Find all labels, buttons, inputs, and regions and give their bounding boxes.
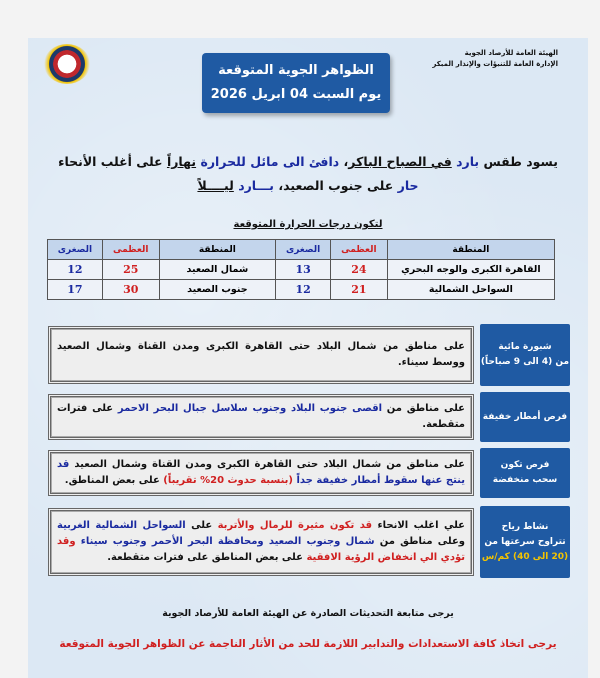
- phenomenon-description: [57, 401, 465, 433]
- table-row: [48, 260, 555, 280]
- org-department: الإدارة العامة للتنبؤات والإنذار المبكر: [432, 60, 558, 68]
- text-segment: حار: [397, 178, 419, 193]
- text-segment: على: [185, 520, 218, 531]
- label-line: فرص أمطار خفيفة: [482, 411, 568, 422]
- label-line: من (4 الى 9 صباحاً): [480, 357, 570, 367]
- temperature-table: [47, 239, 555, 300]
- text-segment: على مناطق من: [382, 403, 465, 414]
- max-temp-cell: 21: [331, 280, 388, 300]
- min-temp-cell: 17: [48, 280, 103, 300]
- header-region: المنطقة: [387, 240, 554, 260]
- weather-summary: [28, 150, 588, 198]
- header-max: العظمى: [331, 240, 388, 260]
- phenomenon-text: [48, 508, 474, 576]
- header-min: الصغرى: [48, 240, 103, 260]
- text-segment: شمال وجنوب الصعيد ومحافظة البحر الأحمر وجنوب سيناء: [80, 536, 375, 547]
- region-cell: السواحل الشمالية: [387, 280, 554, 300]
- region-cell: شمال الصعيد: [159, 260, 276, 280]
- text-segment: على فترات متقطعة.: [57, 403, 465, 430]
- text-segment: ،: [339, 154, 349, 169]
- phenomenon-label: [480, 506, 570, 578]
- text-segment: وعلى مناطق من: [374, 536, 466, 547]
- text-segment: دافئ الى مائل للحرارة: [200, 154, 340, 169]
- text-segment: علي اغلب الانحاء: [372, 520, 466, 531]
- phenomenon-description: [57, 339, 465, 371]
- phenomenon-label: [480, 324, 570, 386]
- text-segment: نهاراً: [166, 154, 197, 169]
- text-segment: على أغلب الأنحاء: [58, 154, 167, 169]
- min-temp-cell: 13: [276, 260, 331, 280]
- text-segment: على بعض المناطق.: [64, 475, 164, 486]
- bulletin-date: يوم السبت 04 ابريل 2026: [210, 87, 382, 102]
- bulletin-title: الظواهر الجوية المتوقعة: [218, 63, 374, 78]
- phenomenon-label: [480, 392, 570, 442]
- label-line: نشاط رياح: [501, 521, 549, 532]
- label-line: شبورة مائية: [498, 342, 552, 352]
- text-segment: قد تكون مثيرة للرمال والأتربة: [217, 520, 373, 531]
- min-temp-cell: 12: [276, 280, 331, 300]
- phenomenon-winds: [38, 506, 570, 578]
- max-temp-cell: 25: [102, 260, 159, 280]
- label-line: فرص تكون: [500, 460, 550, 470]
- text-segment: ليــــلاً: [197, 178, 234, 193]
- organization-header: [432, 48, 558, 70]
- summary-line: [28, 174, 588, 198]
- text-segment: على مناطق من شمال البلاد حتى القاهرة الكبرى ومدن القناة وشمال الصعيد: [69, 459, 465, 470]
- weather-bulletin: [28, 38, 588, 678]
- text-segment: بـــارد: [238, 178, 275, 193]
- text-segment: قد ينتج عنها سقوط أمطار خفيفة جداً: [57, 459, 465, 486]
- table-row: [48, 280, 555, 300]
- phenomenon-rain: [38, 392, 570, 442]
- text-segment: على بعض المناطق على فترات متقطعة.: [107, 552, 307, 563]
- text-segment: بارد: [456, 154, 480, 169]
- region-cell: جنوب الصعيد: [159, 280, 276, 300]
- bulletin-title-box: [202, 53, 390, 113]
- phenomenon-low-clouds: [38, 448, 570, 498]
- phenomenon-label: [480, 448, 570, 498]
- phenomenon-fog: [38, 324, 570, 386]
- text-segment: وقد تؤدي الي انخفاض الرؤية الافقية: [57, 536, 465, 563]
- phenomenon-text: [48, 394, 474, 440]
- phenomenon-text: [48, 450, 474, 496]
- label-line: (20 الى 40) كم/س: [481, 551, 569, 562]
- footer-precautions-note: يرجى اتخاذ كافة الاستعدادات والتدابير اللازمة للحد من الأثار الناجمة عن الظواهر الجوية المتوقعة: [59, 638, 557, 650]
- table-header-row: [48, 240, 555, 260]
- label-line: سحب منخفضة: [492, 475, 558, 485]
- header-max: العظمى: [102, 240, 159, 260]
- phenomenon-description: [57, 518, 465, 566]
- phenomenon-description: [57, 457, 465, 489]
- footer-updates-note: يرجى متابعة التحديثات الصادرة عن الهيئة العامة للأرصاد الجوية: [162, 608, 454, 619]
- min-temp-cell: 12: [48, 260, 103, 280]
- max-temp-cell: 30: [102, 280, 159, 300]
- summary-line: [28, 150, 588, 174]
- text-segment: على مناطق من شمال البلاد حتى القاهرة الكبرى ومدن القناة وشمال الصعيد ووسط سيناء.: [57, 341, 465, 368]
- ema-logo: [44, 44, 90, 84]
- text-segment: في الصباح الباكر: [348, 154, 452, 169]
- org-name: الهيئة العامة للأرصاد الجوية: [464, 49, 558, 57]
- text-segment: السواحل الشمالية الغربية: [57, 520, 186, 531]
- max-temp-cell: 24: [331, 260, 388, 280]
- text-segment: اقصى جنوب البلاد وجنوب سلاسل جبال البحر الاحمر: [117, 403, 383, 414]
- text-segment: على جنوب الصعيد،: [274, 178, 398, 193]
- header-min: الصغرى: [276, 240, 331, 260]
- text-segment: يسود طقس: [479, 154, 558, 169]
- text-segment: (بنسبة حدوث 20% تقريباً): [163, 475, 293, 486]
- phenomenon-text: [48, 326, 474, 384]
- label-line: تتراوح سرعتها من: [484, 536, 566, 547]
- header-region: المنطقة: [159, 240, 276, 260]
- region-cell: القاهرة الكبرى والوجه البحري: [387, 260, 554, 280]
- temperature-table-title: لتكون درجات الحرارة المتوقعة: [233, 219, 383, 230]
